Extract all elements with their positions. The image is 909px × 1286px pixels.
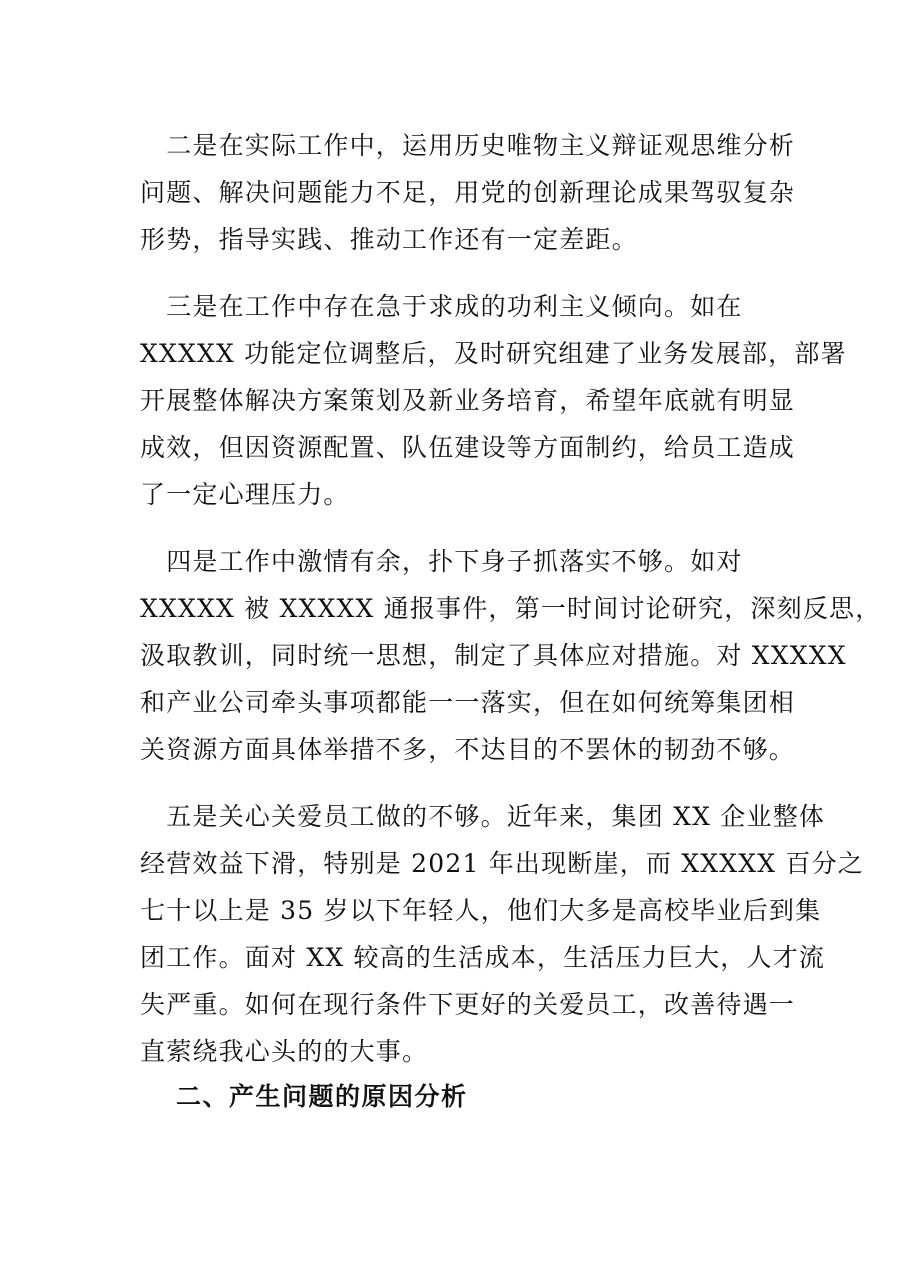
- paragraph-four: [140, 538, 882, 773]
- text-line: 汲取教训，同时统一思想，制定了具体应对措施。对 XXXXX: [140, 641, 847, 670]
- paragraph-three: [140, 283, 847, 518]
- text-line: 四是工作中激情有余，扑下身子抓落实不够。如对: [140, 547, 743, 576]
- text-line: XXXXX 被 XXXXX 通报事件，第一时间讨论研究，深刻反思，: [140, 594, 882, 623]
- text-line: 二是在实际工作中，运用历史唯物主义辩证观思维分析: [140, 131, 796, 160]
- text-line: 七十以上是 35 岁以下年轻人，他们大多是高校毕业后到集: [140, 896, 822, 925]
- text-line: 五是关心关爱员工做的不够。近年来，集团 XX 企业整体: [140, 802, 826, 831]
- text-line: 关资源方面具体举措不多，不达目的不罢休的韧劲不够。: [140, 735, 796, 764]
- text-line: 三是在工作中存在急于求成的功利主义倾向。如在: [140, 292, 743, 321]
- text-line: 团工作。面对 XX 较高的生活成本，生活压力巨大，人才流: [140, 943, 826, 972]
- text-line: 经营效益下滑，特别是 2021 年出现断崖，而 XXXXX 百分之: [140, 849, 865, 878]
- text-line: 直萦绕我心头的的大事。: [140, 1037, 429, 1066]
- text-line: 成效，但因资源配置、队伍建设等方面制约，给员工造成: [140, 433, 796, 462]
- paragraph-five: [140, 793, 865, 1075]
- text-line: 了一定心理压力。: [140, 480, 350, 509]
- text-line: 形势，指导实践、推动工作还有一定差距。: [140, 225, 638, 254]
- document-body: [140, 122, 882, 1095]
- text-line: 和产业公司牵头事项都能一一落实，但在如何统筹集团相: [140, 688, 796, 717]
- text-line: XXXXX 功能定位调整后，及时研究组建了业务发展部，部署: [140, 339, 847, 368]
- text-line: 开展整体解决方案策划及新业务培育，希望年底就有明显: [140, 386, 796, 415]
- section-heading: 二、产生问题的原因分析: [176, 1082, 468, 1111]
- text-line: 失严重。如何在现行条件下更好的关爱员工，改善待遇一: [140, 990, 796, 1019]
- text-line: 问题、解决问题能力不足，用党的创新理论成果驾驭复杂: [140, 178, 796, 207]
- paragraph-two: [140, 122, 796, 263]
